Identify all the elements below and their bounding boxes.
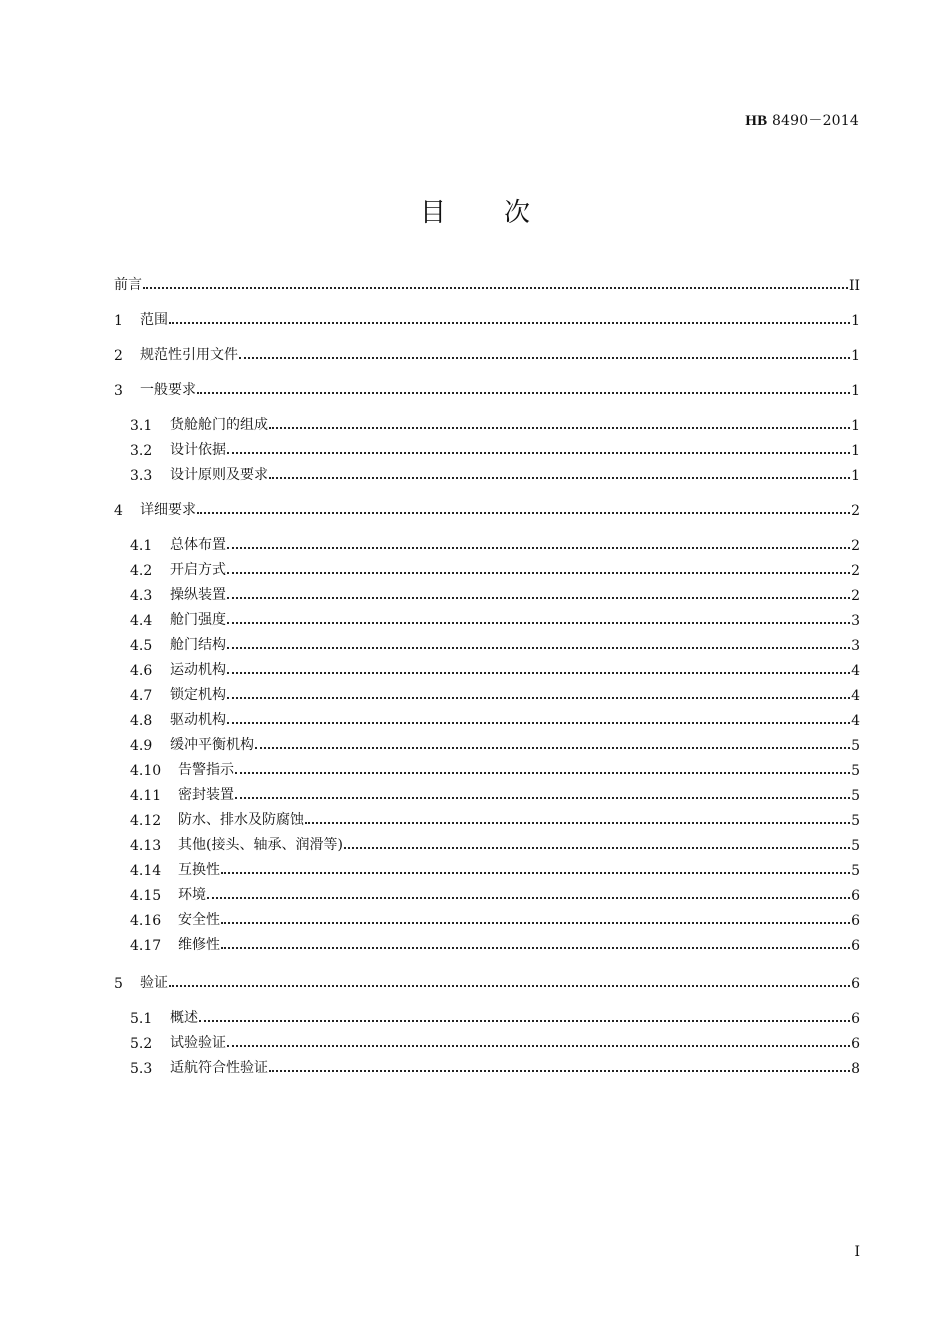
toc-entry[interactable] xyxy=(130,437,860,459)
toc-entry-number: 4.5 xyxy=(130,638,153,654)
toc-entry-label: 舱门结构 xyxy=(170,637,226,653)
toc-entry-page: 2 xyxy=(851,538,860,554)
toc-entry-page: 2 xyxy=(851,563,860,579)
dot-leader xyxy=(227,1045,850,1047)
toc-entry-page: 1 xyxy=(851,348,860,364)
toc-entry[interactable] xyxy=(130,857,860,879)
dot-leader xyxy=(269,477,850,479)
toc-entry-page: 6 xyxy=(851,976,860,992)
toc-entry[interactable] xyxy=(130,882,860,904)
toc-entry[interactable] xyxy=(130,707,860,729)
dot-leader xyxy=(197,392,850,394)
dot-leader xyxy=(269,1070,850,1072)
toc-entry-label: 运动机构 xyxy=(170,662,226,678)
toc-entry-page: 5 xyxy=(851,763,860,779)
toc-entry-number: 4.10 xyxy=(130,763,162,779)
toc-entry[interactable] xyxy=(130,557,860,579)
document-header xyxy=(745,110,859,130)
dot-leader xyxy=(221,872,850,874)
toc-entry-number: 4.4 xyxy=(130,613,153,629)
toc-entry-label: 设计原则及要求 xyxy=(170,467,268,483)
dot-leader xyxy=(227,622,850,624)
toc-entry-number: 5.2 xyxy=(130,1036,153,1052)
toc-entry-number: 5.3 xyxy=(130,1061,153,1077)
toc-entry-page: 6 xyxy=(851,1036,860,1052)
toc-entry-page: 1 xyxy=(851,468,860,484)
dot-leader xyxy=(269,427,850,429)
toc-entry-number: 4.17 xyxy=(130,938,162,954)
toc-entry[interactable] xyxy=(130,532,860,554)
dot-leader xyxy=(199,1020,850,1022)
dot-leader xyxy=(197,512,850,514)
toc-entry-label: 互换性 xyxy=(178,862,220,878)
standard-prefix: HB xyxy=(745,113,768,129)
toc-entry-number: 4.1 xyxy=(130,538,153,554)
toc-entry-label: 试验验证 xyxy=(170,1035,226,1051)
toc-entry-number: 4.11 xyxy=(130,788,162,804)
toc-entry-label: 验证 xyxy=(140,975,168,991)
toc-entry-number: 4.12 xyxy=(130,813,162,829)
toc-entry[interactable] xyxy=(130,607,860,629)
toc-entry-number: 3.1 xyxy=(130,418,153,434)
dot-leader xyxy=(221,922,850,924)
toc-entry-label: 规范性引用文件 xyxy=(140,347,238,363)
toc-entry[interactable] xyxy=(114,307,860,329)
toc-entry-label: 舱门强度 xyxy=(170,612,226,628)
toc-entry-label: 密封装置 xyxy=(178,787,234,803)
dot-leader xyxy=(235,772,850,774)
toc-entry-page: 4 xyxy=(851,713,860,729)
toc-entry-label: 维修性 xyxy=(178,937,220,953)
toc-entry-page: 1 xyxy=(851,443,860,459)
dot-leader xyxy=(207,897,850,899)
toc-entry[interactable] xyxy=(130,732,860,754)
toc-entry-number: 4.13 xyxy=(130,838,162,854)
toc-entry-page: 2 xyxy=(851,503,860,519)
toc-entry-number: 3.3 xyxy=(130,468,153,484)
toc-entry[interactable] xyxy=(130,412,860,434)
toc-entry-page: 3 xyxy=(851,638,860,654)
toc-entry[interactable] xyxy=(130,582,860,604)
toc-entry[interactable] xyxy=(114,342,860,364)
toc-entry-page: 4 xyxy=(851,688,860,704)
toc-entry-page: 6 xyxy=(851,1011,860,1027)
toc-entry-label: 详细要求 xyxy=(140,502,196,518)
dot-leader xyxy=(227,547,850,549)
toc-entry[interactable] xyxy=(130,462,860,484)
standard-number: 8490－2014 xyxy=(771,113,859,129)
toc-entry[interactable] xyxy=(130,932,860,954)
toc-entry-number: 3 xyxy=(114,383,123,399)
toc-entry-label: 缓冲平衡机构 xyxy=(170,737,254,753)
dot-leader xyxy=(169,322,850,324)
toc-entry-page: 1 xyxy=(851,418,860,434)
toc-entry[interactable] xyxy=(114,970,860,992)
toc-entry[interactable] xyxy=(130,1005,860,1027)
toc-entry-label: 设计依据 xyxy=(170,442,226,458)
toc-entry-label: 操纵装置 xyxy=(170,587,226,603)
dot-leader xyxy=(227,647,850,649)
dot-leader xyxy=(235,797,850,799)
toc-entry-number: 5 xyxy=(114,976,123,992)
toc-entry-number: 4.9 xyxy=(130,738,153,754)
dot-leader xyxy=(227,672,850,674)
toc-entry-number: 1 xyxy=(114,313,123,329)
toc-entry-number: 4.2 xyxy=(130,563,153,579)
toc-entry-page: 1 xyxy=(851,383,860,399)
toc-entry[interactable] xyxy=(130,1055,860,1077)
dot-leader xyxy=(169,985,850,987)
toc-entry-page: 5 xyxy=(851,813,860,829)
toc-entry-label: 告警指示 xyxy=(178,762,234,778)
toc-entry[interactable] xyxy=(114,272,860,294)
toc-entry-number: 4.16 xyxy=(130,913,162,929)
toc-entry-label: 开启方式 xyxy=(170,562,226,578)
toc-entry-page: 5 xyxy=(851,838,860,854)
toc-entry-number: 4.15 xyxy=(130,888,162,904)
toc-entry-page: 2 xyxy=(851,588,860,604)
toc-entry-number: 5.1 xyxy=(130,1011,153,1027)
dot-leader xyxy=(221,947,850,949)
toc-entry[interactable] xyxy=(114,377,860,399)
toc-entry-page: 5 xyxy=(851,738,860,754)
toc-entry-label: 锁定机构 xyxy=(170,687,226,703)
toc-entry[interactable] xyxy=(130,807,860,829)
toc-entry-label: 总体布置 xyxy=(170,537,226,553)
toc-entry-label: 防水、排水及防腐蚀 xyxy=(178,812,304,828)
toc-entry-label: 前言 xyxy=(114,277,142,293)
toc-entry-page: 6 xyxy=(851,913,860,929)
toc-entry-number: 4.7 xyxy=(130,688,153,704)
toc-entry-page: 6 xyxy=(851,938,860,954)
toc-entry-label: 概述 xyxy=(170,1010,198,1026)
toc-entry-number: 4.3 xyxy=(130,588,153,604)
toc-entry-number: 3.2 xyxy=(130,443,153,459)
toc-entry[interactable] xyxy=(130,907,860,929)
dot-leader xyxy=(344,847,850,849)
page-title: 目次 xyxy=(419,198,588,228)
toc-entry[interactable] xyxy=(130,1030,860,1052)
dot-leader xyxy=(305,822,850,824)
toc-entry-number: 4.6 xyxy=(130,663,153,679)
dot-leader xyxy=(227,722,850,724)
toc-entry-page: 4 xyxy=(851,663,860,679)
dot-leader xyxy=(227,597,850,599)
dot-leader xyxy=(255,747,850,749)
toc-entry-label: 安全性 xyxy=(178,912,220,928)
toc-entry-label: 驱动机构 xyxy=(170,712,226,728)
toc-entry-number: 4.8 xyxy=(130,713,153,729)
toc-entry-number: 2 xyxy=(114,348,123,364)
toc-entry-label: 环境 xyxy=(178,887,206,903)
toc-entry-label: 货舱舱门的组成 xyxy=(170,417,268,433)
toc-entry[interactable] xyxy=(130,782,860,804)
toc-entry[interactable] xyxy=(130,632,860,654)
toc-entry-number: 4 xyxy=(114,503,123,519)
dot-leader xyxy=(227,697,850,699)
toc-entry-label: 一般要求 xyxy=(140,382,196,398)
dot-leader xyxy=(227,452,850,454)
dot-leader xyxy=(143,287,848,289)
toc-entry[interactable] xyxy=(130,832,860,854)
dot-leader xyxy=(227,572,850,574)
page-number: I xyxy=(854,1244,860,1260)
toc-entry[interactable] xyxy=(130,657,860,679)
toc-entry-page: 5 xyxy=(851,863,860,879)
toc-entry-label: 其他(接头、轴承、润滑等) xyxy=(178,837,343,853)
toc-entry-page: 8 xyxy=(851,1061,860,1077)
toc-entry-page: 5 xyxy=(851,788,860,804)
toc-entry-label: 范围 xyxy=(140,312,168,328)
toc-entry-page: 1 xyxy=(851,313,860,329)
toc-entry-label: 适航符合性验证 xyxy=(170,1060,268,1076)
toc-entry[interactable] xyxy=(114,497,860,519)
dot-leader xyxy=(239,357,850,359)
toc-entry-page: II xyxy=(848,278,860,294)
toc-entry-page: 3 xyxy=(851,613,860,629)
toc-entry[interactable] xyxy=(130,682,860,704)
toc-entry[interactable] xyxy=(130,757,860,779)
toc-entry-page: 6 xyxy=(851,888,860,904)
toc-entry-number: 4.14 xyxy=(130,863,162,879)
